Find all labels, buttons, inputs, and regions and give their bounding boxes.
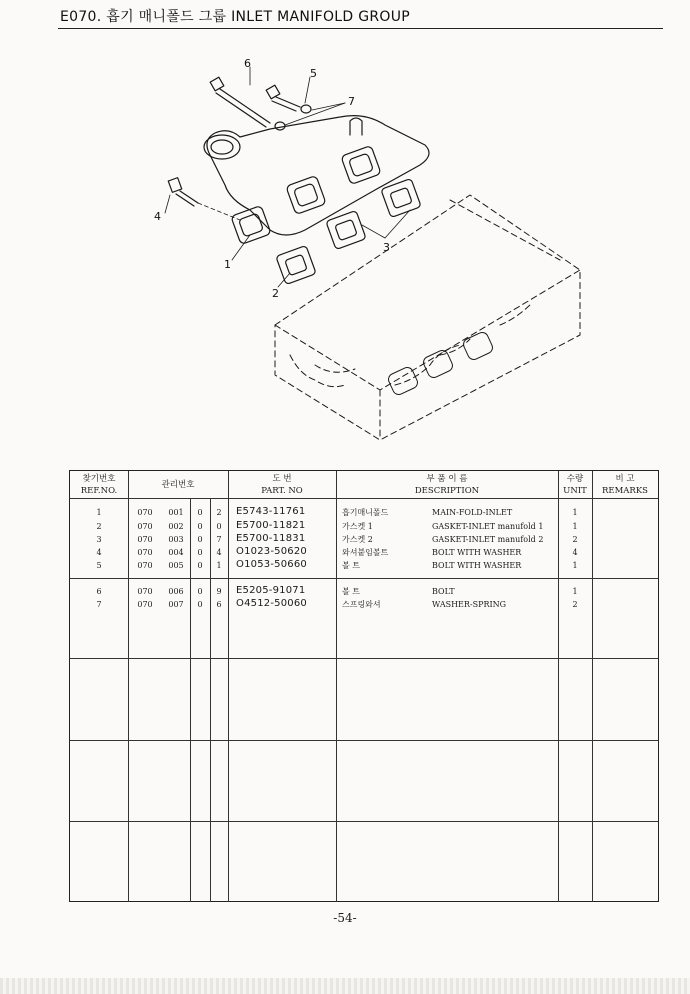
cell-mgmt-item: 001 [168, 508, 184, 517]
title-rule [58, 28, 663, 29]
cell-part-no: E5700-11831 [236, 533, 306, 544]
cell-mgmt-group: 070 [137, 561, 153, 570]
cell-unit: 1 [572, 561, 578, 570]
cell-mgmt-rev: 0 [197, 561, 203, 570]
header-part-ko: 도 번 [272, 474, 292, 484]
callout-3: 3 [383, 241, 390, 254]
cell-mgmt-rev: 0 [197, 508, 203, 517]
cell-mgmt-group: 070 [137, 522, 153, 531]
cell-unit: 2 [572, 600, 578, 609]
cell-desc-en: BOLT WITH WASHER [432, 548, 522, 557]
header-mgmt-ko: 관리번호 [161, 480, 195, 490]
cell-mgmt-group: 070 [137, 548, 153, 557]
parts-table [69, 470, 659, 902]
cell-mgmt-rev: 0 [197, 522, 203, 531]
cell-part-no: O1053-50660 [236, 559, 307, 570]
col-divider [592, 471, 593, 902]
cell-mgmt-item: 007 [168, 600, 184, 609]
cell-mgmt-check: 1 [216, 561, 222, 570]
cell-mgmt-group: 070 [137, 587, 153, 596]
cell-mgmt-check: 7 [216, 535, 222, 544]
row-group-rule [70, 658, 658, 659]
cell-desc-ko: 볼 트 [342, 587, 360, 596]
header-ref-ko: 찾기번호 [82, 474, 116, 484]
cell-part-no: E5700-11821 [236, 520, 306, 531]
cell-unit: 1 [572, 522, 578, 531]
header-ref-en: REF.NO. [80, 486, 118, 496]
cell-mgmt-check: 0 [216, 522, 222, 531]
cell-mgmt-item: 003 [168, 535, 184, 544]
cell-mgmt-item: 006 [168, 587, 184, 596]
cell-desc-ko: 볼 트 [342, 561, 360, 570]
cell-desc-en: GASKET-INLET manufold 2 [432, 535, 544, 544]
cell-mgmt-check: 4 [216, 548, 222, 557]
cell-mgmt-rev: 0 [197, 587, 203, 596]
cell-mgmt-rev: 0 [197, 548, 203, 557]
cell-desc-ko: 흡기매니폴드 [342, 508, 389, 517]
cell-mgmt-check: 6 [216, 600, 222, 609]
col-divider [228, 471, 229, 902]
cell-part-no: O1023-50620 [236, 546, 307, 557]
callout-6: 6 [244, 57, 251, 70]
cell-ref: 2 [96, 522, 102, 531]
cell-mgmt-check: 9 [216, 587, 222, 596]
bolt-6 [210, 77, 270, 127]
bolt-5 [266, 85, 300, 111]
cell-ref: 3 [96, 535, 102, 544]
cell-mgmt-group: 070 [137, 600, 153, 609]
cell-mgmt-group: 070 [137, 508, 153, 517]
header-unit-en: UNIT [563, 486, 587, 496]
gasket-2 [276, 245, 316, 284]
cell-mgmt-rev: 0 [197, 600, 203, 609]
cell-mgmt-group: 070 [137, 535, 153, 544]
callout-5: 5 [310, 67, 317, 80]
cell-part-no: E5205-91071 [236, 585, 306, 596]
row-group-rule [70, 740, 658, 741]
cell-part-no: E5743-11761 [236, 506, 306, 517]
cell-unit: 1 [572, 587, 578, 596]
page-number: -54- [333, 911, 357, 925]
cell-desc-en: GASKET-INLET manufold 1 [432, 522, 544, 531]
row-group-rule [70, 578, 658, 579]
cell-mgmt-rev: 0 [197, 535, 203, 544]
header-remarks-ko: 비 고 [615, 474, 635, 484]
cell-ref: 5 [96, 561, 102, 570]
cell-desc-ko: 스프링와셔 [342, 600, 381, 609]
col-divider [190, 499, 191, 902]
page-title: E070. 흡기 매니폴드 그룹 INLET MANIFOLD GROUP [60, 9, 411, 25]
inlet-manifold [204, 116, 429, 245]
cell-ref: 1 [96, 508, 102, 517]
cell-part-no: O4512-50060 [236, 598, 307, 609]
cell-mgmt-item: 005 [168, 561, 184, 570]
cell-desc-ko: 가스켓 1 [342, 522, 373, 531]
cell-unit: 4 [572, 548, 578, 557]
header-desc-ko: 부 품 이 름 [426, 474, 468, 484]
cell-desc-ko: 가스켓 2 [342, 535, 373, 544]
cell-mgmt-item: 002 [168, 522, 184, 531]
cell-unit: 1 [572, 508, 578, 517]
cell-ref: 7 [96, 600, 102, 609]
callout-1: 1 [224, 258, 231, 271]
head-ports [387, 331, 495, 397]
cell-desc-en: BOLT WITH WASHER [432, 561, 522, 570]
header-remarks-en: REMARKS [601, 486, 649, 496]
cell-ref: 4 [96, 548, 102, 557]
cell-desc-ko: 와셔붙임볼트 [342, 548, 389, 557]
col-divider [336, 471, 337, 902]
cell-unit: 2 [572, 535, 578, 544]
callout-2: 2 [272, 287, 279, 300]
header-desc-en: DESCRIPTION [414, 486, 480, 496]
cell-desc-en: WASHER-SPRING [432, 600, 507, 609]
row-group-rule [70, 821, 658, 822]
header-rule [70, 498, 658, 499]
scan-edge [0, 978, 690, 994]
cell-mgmt-item: 004 [168, 548, 184, 557]
callout-4: 4 [154, 210, 161, 223]
cylinder-head-outline [275, 195, 580, 440]
cell-desc-en: BOLT [432, 587, 455, 596]
cell-desc-en: MAIN-FOLD-INLET [432, 508, 513, 517]
callout-7: 7 [348, 95, 355, 108]
header-part-en: PART. NO [261, 486, 303, 496]
exploded-parts-diagram [140, 55, 600, 445]
bolt-4 [168, 178, 240, 220]
cell-mgmt-check: 2 [216, 508, 222, 517]
header-unit-ko: 수량 [566, 474, 584, 484]
col-divider [210, 499, 211, 902]
cell-ref: 6 [96, 587, 102, 596]
